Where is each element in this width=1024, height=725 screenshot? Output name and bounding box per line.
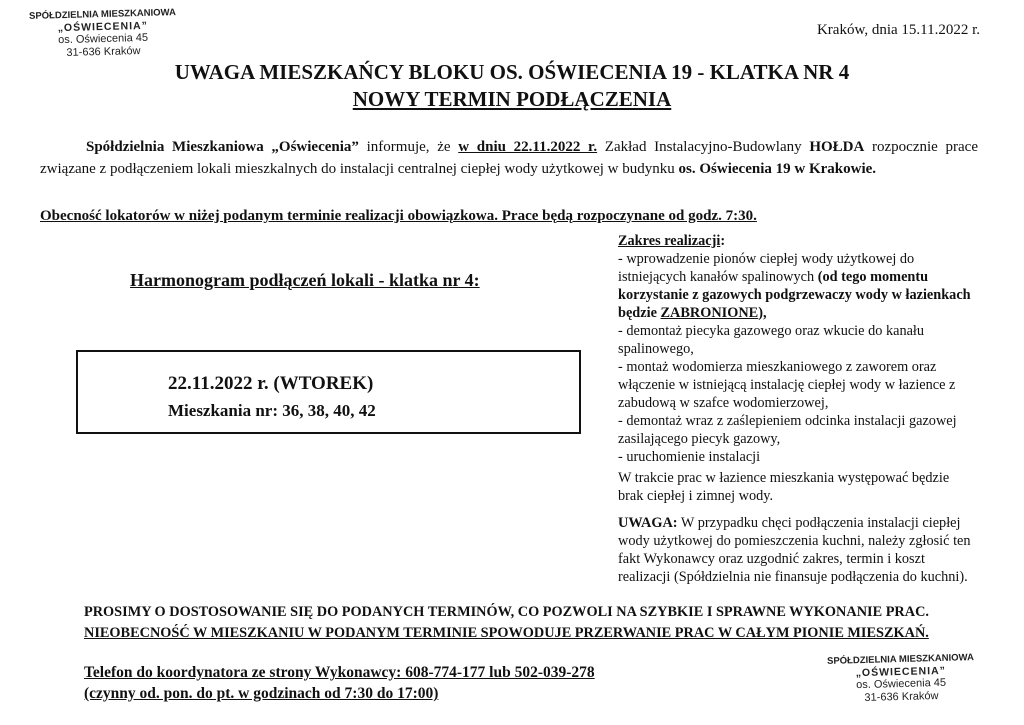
building-address: os. Oświecenia 19 w Krakowie. [678, 161, 877, 177]
scope-item-1 [618, 250, 978, 322]
scope-heading [618, 232, 978, 250]
scope-item-3: - montaż wodomierza mieszkaniowego z zaworem oraz włączenie w istniejącą instalację ciepłej wody w łazience z zabudową w szafce wodomierzowej, [618, 359, 956, 411]
warning-text: W przypadku chęci podłączenia instalacji ciepłej wody użytkowej do pomieszczenia kuchni, należy zgłosić ten fakt Wykonawcy oraz uzgodnić zakres, termin i koszt realizacji (Spółdzielnia nie finansuje podłączenia do kuchni). [618, 515, 971, 585]
schedule-box [76, 350, 581, 434]
stamp-line-brand: „OŚWIECENIA” [57, 19, 149, 35]
stamp-line-city: 31-636 Kraków [864, 689, 939, 704]
stamp-line-name: SPÓŁDZIELNIA MIESZKANIOWA [826, 652, 975, 667]
attendance-notice: Obecność lokatorów w niżej podanym terminie realizacji obowiązkowa. Prace będą rozpoczynane od godz. 7:30. [40, 208, 757, 224]
contractor-name: HOŁDA [809, 139, 865, 155]
stamp-line-name: SPÓŁDZIELNIA MIESZKANIOWA [28, 7, 177, 22]
notice-title: UWAGA MIESZKAŃCY BLOKU OS. OŚWIECENIA 19 - KLATKA NR 4 [174, 60, 850, 84]
intro-text-2: rozpocznie prace związane z podłączeniem lokali mieszkalnych do instalacji centralnej ciepłej wody użytkowej w budynku [40, 139, 978, 177]
kitchen-warning [618, 514, 978, 586]
document-date: Kraków, dnia 15.11.2022 r. [816, 22, 980, 38]
phone-hours: (czynny od. pon. do pt. w godzinach od 7:30 do 17:00) [84, 685, 439, 702]
scope-item-4: - demontaż wraz z zaślepieniem odcinka instalacji gazowej zasilającego piecyk gazowy, [618, 413, 957, 447]
cooperative-stamp-bottom [817, 653, 984, 706]
contractor-label: Zakład Instalacyjno-Budowlany [597, 139, 810, 155]
scope-item-1-warning: (od tego momentu korzystanie z gazowych podgrzewaczy wody w łazienkach będzie [618, 269, 971, 321]
scope-heading-text: Zakres realizacji [618, 233, 721, 249]
schedule-title: Harmonogram podłączeń lokali - klatka nr 4: [130, 270, 480, 290]
stamp-line-address: os. Oświecenia 45 [58, 31, 149, 47]
scope-item-1-end: ), [758, 305, 767, 321]
schedule-flats: Mieszkania nr: 36, 38, 40, 42 [168, 401, 376, 420]
intro-paragraph [40, 136, 978, 180]
stamp-line-city: 31-636 Kraków [66, 44, 141, 59]
scope-item-5: - uruchomienie instalacji [618, 449, 761, 465]
scope-section [618, 232, 978, 466]
notice-subtitle: NOWY TERMIN PODŁĄCZENIA [352, 87, 672, 111]
footer-request: PROSIMY O DOSTOSOWANIE SIĘ DO PODANYCH TERMINÓW, CO POZWOLI NA SZYBKIE I SPRAWNE WYKONANIE PRAC. [84, 604, 929, 620]
stamp-line-brand: „OŚWIECENIA” [855, 664, 947, 680]
schedule-date: 22.11.2022 r. (WTOREK) [168, 373, 374, 394]
footer-warning: NIEOBECNOŚĆ W MIESZKANIU W PODANYM TERMINIE SPOWODUJE PRZERWANIE PRAC W CAŁYM PIONIE MIESZKAŃ. [84, 625, 929, 641]
scope-heading-colon: : [720, 233, 726, 249]
intro-text: informuje, że [358, 139, 459, 155]
cooperative-stamp-top [27, 8, 178, 60]
work-date: w dniu 22.11.2022 r. [458, 139, 598, 155]
stamp-line-address: os. Oświecenia 45 [856, 676, 947, 692]
cooperative-name: Spółdzielnia Mieszkaniowa „Oświecenia” [86, 139, 359, 155]
warning-label: UWAGA: [618, 515, 678, 531]
scope-item-2: - demontaż piecyka gazowego oraz wkucie do kanału spalinowego, [618, 323, 925, 357]
scope-item-1-text: - wprowadzenie pionów ciepłej wody użytkowej do istniejących kanałów spalinowych [618, 251, 915, 285]
forbidden-word: ZABRONIONE [660, 305, 759, 321]
coordinator-phone: Telefon do koordynatora ze strony Wykonawcy: 608-774-177 lub 502-039-278 [84, 664, 595, 681]
water-outage-note: W trakcie prac w łazience mieszkania występować będzie brak ciepłej i zimnej wody. [618, 470, 950, 504]
